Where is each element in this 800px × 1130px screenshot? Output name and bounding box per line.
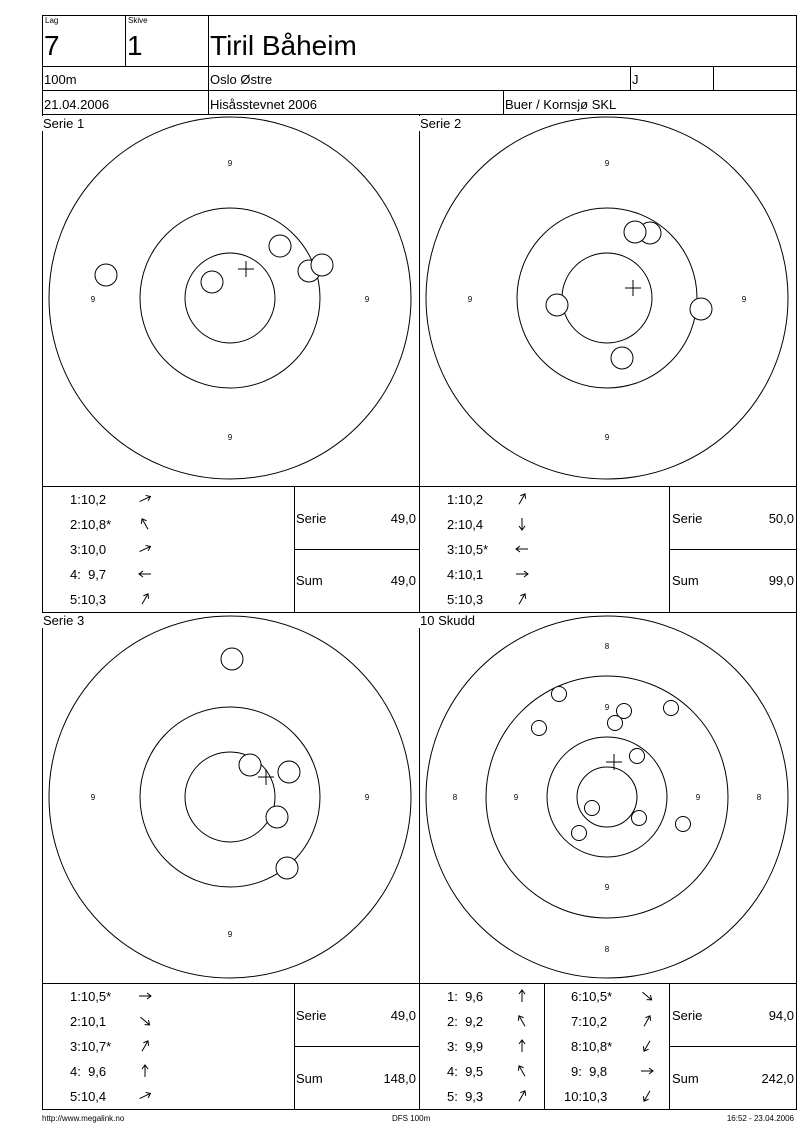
date: 21.04.2006 xyxy=(44,97,110,112)
shot-score: 4: 9,6 xyxy=(70,1064,107,1079)
shot-score: 5:10,3 xyxy=(70,592,107,607)
panel-label-serie-1: Serie 1 xyxy=(43,116,85,131)
sum-value: 242,0 xyxy=(761,1071,794,1086)
center-cross xyxy=(606,754,622,770)
shot-score: 6:10,5* xyxy=(571,989,613,1004)
ring-label: 9 xyxy=(741,295,747,304)
shot-score: 5:10,4 xyxy=(70,1089,107,1104)
direction-arrow-icon xyxy=(137,567,153,581)
serie-label: Serie xyxy=(296,1008,327,1023)
sum-value: 49,0 xyxy=(390,573,416,588)
target-serie-2 xyxy=(420,115,796,486)
shot-score: 4: 9,5 xyxy=(447,1064,484,1079)
direction-arrow-icon xyxy=(639,1014,655,1028)
direction-arrow-icon xyxy=(514,989,530,1003)
direction-arrow-icon xyxy=(514,492,530,506)
serie-label: Serie xyxy=(672,511,703,526)
shot-score: 4: 9,7 xyxy=(70,567,107,582)
venue: Buer / Kornsjø SKL xyxy=(505,97,617,112)
ring-label: 9 xyxy=(227,159,233,168)
ring-label: 9 xyxy=(90,793,96,802)
footer-url[interactable]: http://www.megalink.no xyxy=(42,1114,125,1123)
footer-timestamp: 16:52 - 23.04.2006 xyxy=(726,1114,794,1123)
sum-value: 148,0 xyxy=(383,1071,416,1086)
club: Oslo Østre xyxy=(210,72,273,87)
shot-score: 3:10,0 xyxy=(70,542,107,557)
ring-label: 8 xyxy=(604,945,610,954)
shot-score: 7:10,2 xyxy=(571,1014,608,1029)
ring-label: 9 xyxy=(604,703,610,712)
ring-outer xyxy=(49,117,411,479)
direction-arrow-icon xyxy=(137,1039,153,1053)
direction-arrow-icon xyxy=(137,1064,153,1078)
shot-hole xyxy=(311,254,333,276)
shot-score: 8:10,8* xyxy=(571,1039,613,1054)
ring-label: 8 xyxy=(756,793,762,802)
ring-label: 9 xyxy=(604,159,610,168)
sum-label: Sum xyxy=(672,573,699,588)
ring-label: 9 xyxy=(604,883,610,892)
ring-label: 9 xyxy=(227,433,233,442)
direction-arrow-icon xyxy=(639,1064,655,1078)
event: Hisåsstevnet 2006 xyxy=(210,97,317,112)
ring-label: 9 xyxy=(604,433,610,442)
direction-arrow-icon xyxy=(514,517,530,531)
direction-arrow-icon xyxy=(514,592,530,606)
shot-score: 3: 9,9 xyxy=(447,1039,484,1054)
direction-arrow-icon xyxy=(514,567,530,581)
shooter-name: Tiril Båheim xyxy=(210,30,357,61)
direction-arrow-icon xyxy=(639,1089,655,1103)
direction-arrow-icon xyxy=(639,1039,655,1053)
serie-value: 94,0 xyxy=(768,1008,794,1023)
shot-score: 1:10,2 xyxy=(447,492,484,507)
shot-score: 2: 9,2 xyxy=(447,1014,484,1029)
direction-arrow-icon xyxy=(137,592,153,606)
shot-score: 3:10,7* xyxy=(70,1039,112,1054)
ring-label: 8 xyxy=(452,793,458,802)
center-cross xyxy=(258,769,274,785)
skive-value: 1 xyxy=(127,30,143,61)
target-serie-1 xyxy=(43,115,419,486)
direction-arrow-icon xyxy=(137,542,153,556)
shot-score: 1: 9,6 xyxy=(447,989,484,1004)
ring-label: 9 xyxy=(227,930,233,939)
shot-score: 3:10,5* xyxy=(447,542,489,557)
ring-label: 9 xyxy=(364,295,370,304)
target-10-skudd xyxy=(420,613,796,983)
center-cross xyxy=(238,261,254,277)
shot-hole xyxy=(95,264,117,286)
target-serie-3 xyxy=(43,613,419,983)
ring-label: 9 xyxy=(513,793,519,802)
panel-label-serie-3: Serie 3 xyxy=(43,613,85,628)
panel-label-10-skudd: 10 Skudd xyxy=(420,613,475,628)
shot-score: 4:10,1 xyxy=(447,567,484,582)
direction-arrow-icon xyxy=(137,517,153,531)
shot-score: 1:10,2 xyxy=(70,492,107,507)
shot-score: 5: 9,3 xyxy=(447,1089,484,1104)
serie-label: Serie xyxy=(672,1008,703,1023)
shot-score: 1:10,5* xyxy=(70,989,112,1004)
direction-arrow-icon xyxy=(514,542,530,556)
shot-score: 2:10,8* xyxy=(70,517,112,532)
lag-value: 7 xyxy=(44,30,60,61)
center-cross xyxy=(625,280,641,296)
direction-arrow-icon xyxy=(137,989,153,1003)
sum-label: Sum xyxy=(672,1071,699,1086)
panel-label-serie-2: Serie 2 xyxy=(420,116,462,131)
shot-score: 2:10,1 xyxy=(70,1014,107,1029)
direction-arrow-icon xyxy=(514,1014,530,1028)
ring-inner xyxy=(185,253,275,343)
serie-value: 50,0 xyxy=(768,511,794,526)
skive-label: Skive xyxy=(128,16,148,25)
shot-score: 5:10,3 xyxy=(447,592,484,607)
sum-value: 99,0 xyxy=(768,573,794,588)
serie-label: Serie xyxy=(296,511,327,526)
class: J xyxy=(632,72,639,87)
direction-arrow-icon xyxy=(514,1064,530,1078)
lag-label: Lag xyxy=(45,16,59,25)
direction-arrow-icon xyxy=(137,492,153,506)
direction-arrow-icon xyxy=(514,1039,530,1053)
shot-hole xyxy=(269,235,291,257)
sum-label: Sum xyxy=(296,1071,323,1086)
sum-label: Sum xyxy=(296,573,323,588)
shot-score: 2:10,4 xyxy=(447,517,484,532)
direction-arrow-icon xyxy=(137,1089,153,1103)
shot-score: 10:10,3 xyxy=(564,1089,608,1104)
direction-arrow-icon xyxy=(514,1089,530,1103)
ring-label: 9 xyxy=(467,295,473,304)
ring-label: 9 xyxy=(364,793,370,802)
footer-program: DFS 100m xyxy=(392,1114,431,1123)
ring-10 xyxy=(140,208,320,388)
shot-score: 9: 9,8 xyxy=(571,1064,608,1079)
ring-label: 9 xyxy=(695,793,701,802)
ring-label: 9 xyxy=(90,295,96,304)
serie-value: 49,0 xyxy=(390,1008,416,1023)
shot-hole xyxy=(201,271,223,293)
direction-arrow-icon xyxy=(639,989,655,1003)
direction-arrow-icon xyxy=(137,1014,153,1028)
serie-value: 49,0 xyxy=(390,511,416,526)
ring-label: 8 xyxy=(604,642,610,651)
distance: 100m xyxy=(44,72,77,87)
